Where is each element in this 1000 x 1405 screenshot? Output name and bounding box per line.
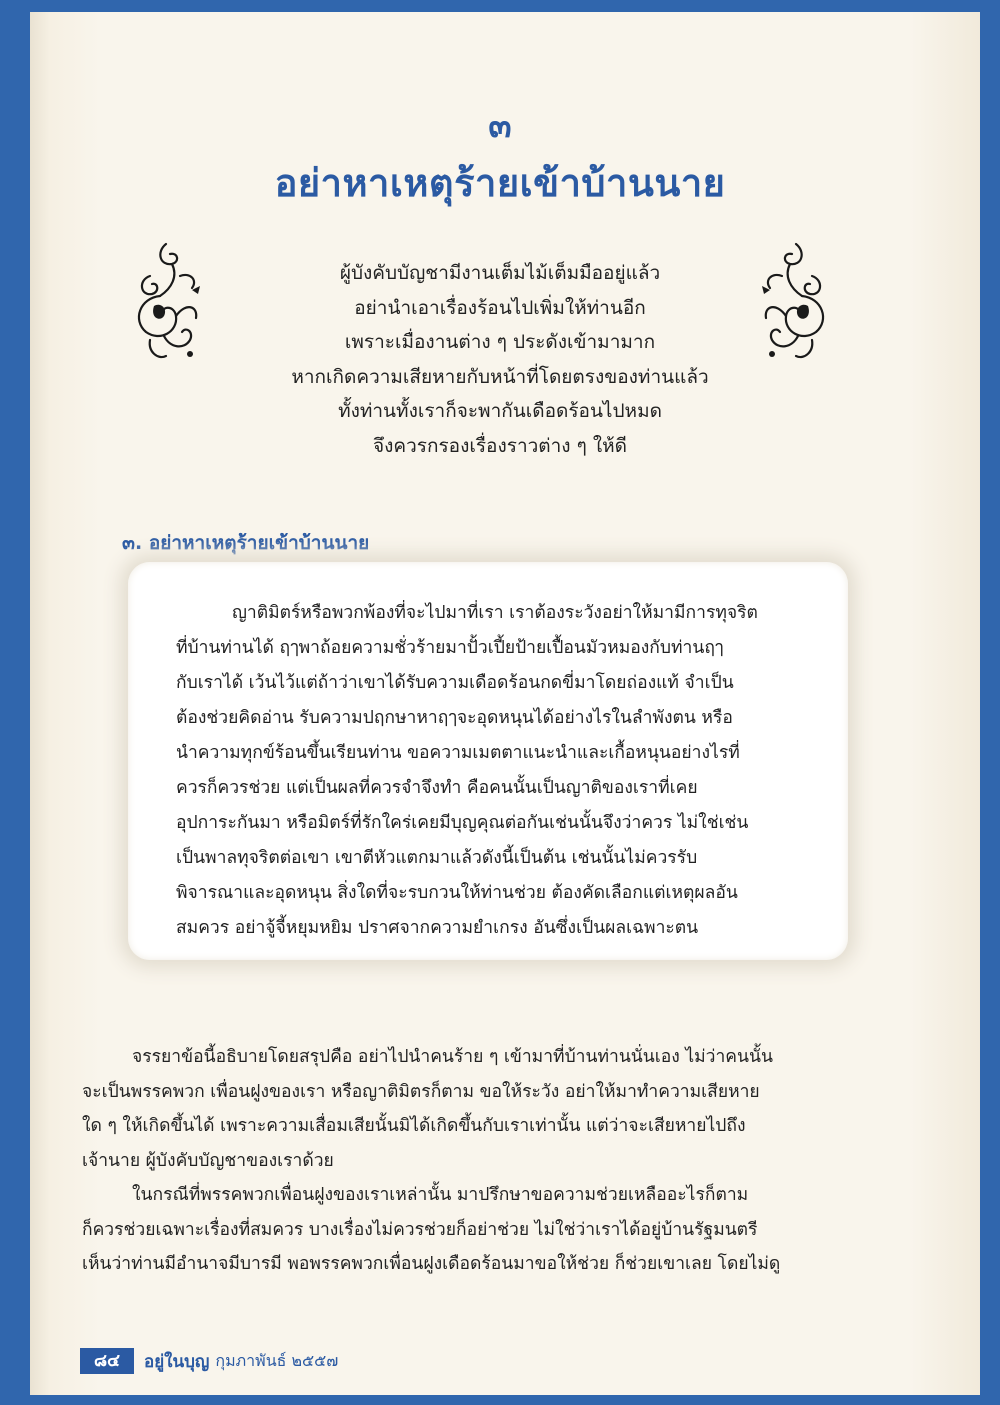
intro-line: อย่านำเอาเรื่องร้อนไปเพิ่มให้ท่านอีก — [354, 296, 646, 319]
page-number-badge: ๘๔ — [80, 1348, 134, 1374]
quote-line: เป็นพาลทุจริตต่อเขา เขาตีหัวแตกมาแล้วดังนี้เป็นต้น เช่นนั้นไม่ควรรับ — [176, 848, 698, 868]
page-border-bottom — [0, 1395, 1000, 1405]
chapter-number: ๓ — [488, 106, 512, 146]
quote-line: ญาติมิตร์หรือพวกพ้องที่จะไปมาที่เรา เราต้องระวังอย่าให้มามีการทุจริต — [232, 603, 758, 623]
body-line: ก็ควรช่วยเฉพาะเรื่องที่สมควร บางเรื่องไม่ควรช่วยก็อย่าช่วย ไม่ใช่ว่าเราได้อยู่บ้านรัฐมนตรี — [82, 1219, 758, 1240]
body-line: จะเป็นพรรคพวก เพื่อนฝูงของเรา หรือญาติมิตรก็ตาม ขอให้ระวัง อย่าให้มาทำความเสียหาย — [82, 1081, 760, 1102]
quote-line: ที่บ้านท่านได้ ฤๅพาถ้อยความชั่วร้ายมาปั้วเปี้ยป้ายเปื้อนมัวหมองกับท่านฤๅ — [176, 638, 724, 658]
body-line: ในกรณีที่พรรคพวกเพื่อนฝูงของเราเหล่านั้น มาปรึกษาขอความช่วยเหลืออะไรก็ตาม — [132, 1185, 749, 1205]
intro-verse — [230, 256, 770, 463]
quote-text — [176, 596, 804, 946]
page-border-top — [0, 0, 1000, 12]
quote-line: ต้องช่วยคิดอ่าน รับความปฤกษาหาฤๅจะอุดหนุนได้อย่างไรในลำพังตน หรือ — [176, 708, 733, 728]
flourish-ornament-icon — [120, 236, 210, 366]
body-line: จรรยาข้อนี้อธิบายโดยสรุปคือ อย่าไปนำคนร้าย ๆ เข้ามาที่บ้านท่านนั่นเอง ไม่ว่าคนนั้น — [132, 1047, 773, 1067]
issue-date: กุมภาพันธ์ ๒๕๕๗ — [215, 1350, 339, 1370]
quote-line: สมควร อย่าจู้จี้หยุมหยิม ปราศจากความยำเกรง อันซึ่งเป็นผลเฉพาะตน — [176, 918, 699, 938]
magazine-name: อยู่ในบุญ — [144, 1351, 210, 1372]
quote-line: นำความทุกข์ร้อนขึ้นเรียนท่าน ขอความเมตตาแนะนำและเกื้อหนุนอย่างไรที่ — [176, 743, 740, 763]
quote-line: ควรก็ควรช่วย แต่เป็นผลที่ควรจำจึงทำ คือคนนั้นเป็นญาติของเราที่เคย — [176, 778, 698, 798]
intro-line: ผู้บังคับบัญชามีงานเต็มไม้เต็มมืออยู่แล้ว — [339, 262, 661, 284]
intro-line: จึงควรกรองเรื่องราวต่าง ๆ ให้ดี — [372, 434, 628, 457]
quote-line: กับเราได้ เว้นไว้แต่ถ้าว่าเขาได้รับความเดือดร้อนกดขี่มาโดยถ่องแท้ จำเป็น — [176, 673, 734, 693]
page-footer — [80, 1348, 338, 1374]
body-text — [82, 1040, 892, 1282]
intro-line: หากเกิดความเสียหายกับหน้าที่โดยตรงของท่านแล้ว — [291, 365, 709, 388]
chapter-title: อย่าหาเหตุร้ายเข้าบ้านนาย — [274, 161, 726, 205]
intro-line: เพราะเมื่องานต่าง ๆ ประดังเข้ามามาก — [344, 331, 656, 353]
quote-line: พิจารณาและอุดหนุน สิ่งใดที่จะรบกวนให้ท่านช่วย ต้องคัดเลือกแต่เหตุผลอัน — [176, 883, 738, 903]
body-line: ใด ๆ ให้เกิดขึ้นได้ เพราะความเสื่อมเสียนั้นมิได้เกิดขึ้นกับเราเท่านั้น แต่ว่าจะเสียหายไปถึง — [82, 1116, 746, 1136]
intro-line: ทั้งท่านทั้งเราก็จะพากันเดือดร้อนไปหมด — [338, 400, 662, 422]
quote-line: อุปการะกันมา หรือมิตร์ที่รักใคร่เคยมีบุญคุณต่อกันเช่นนั้นจึงว่าควร ไม่ใช่เช่น — [176, 813, 749, 833]
body-line: เห็นว่าท่านมีอำนาจมีบารมี พอพรรคพวกเพื่อนฝูงเดือดร้อนมาขอให้ช่วย ก็ช่วยเขาเลย โดยไม่ดู — [82, 1254, 781, 1274]
body-line: เจ้านาย ผู้บังคับบัญชาของเราด้วย — [82, 1150, 334, 1171]
section-heading: ๓. อย่าหาเหตุร้ายเข้าบ้านนาย — [122, 532, 370, 554]
